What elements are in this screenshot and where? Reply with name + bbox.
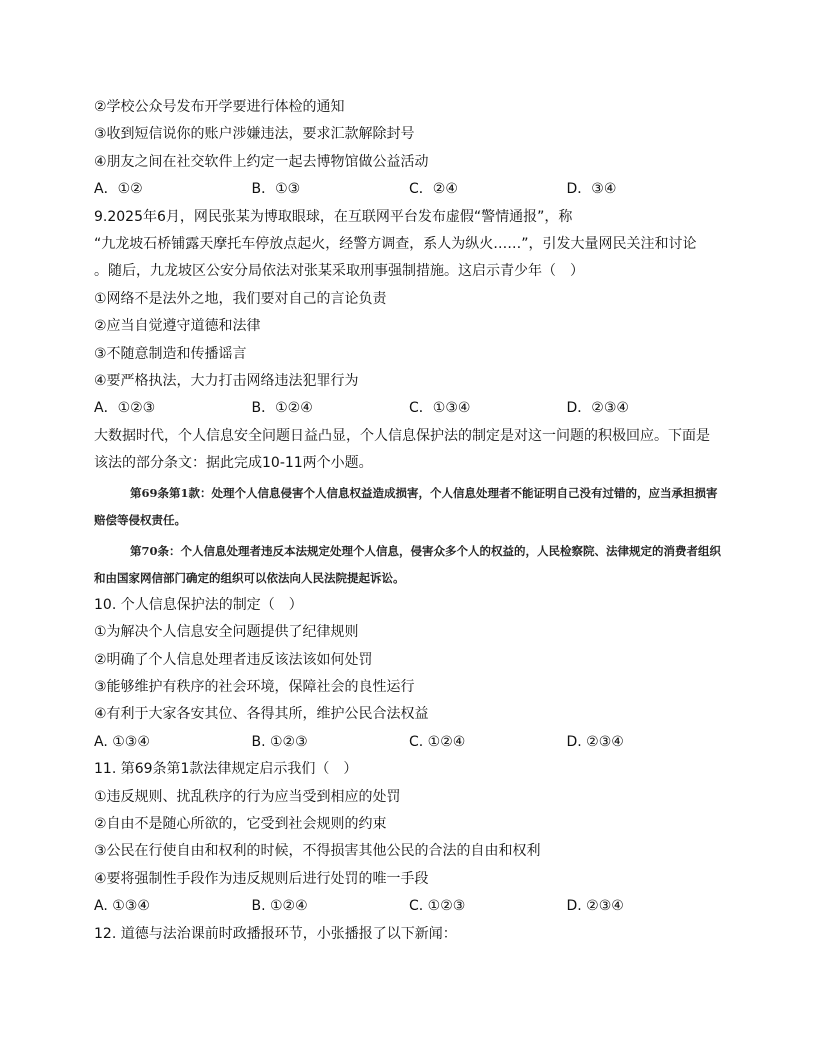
- q10-item-2: ②明确了个人信息处理者违反该法该如何处罚: [94, 651, 373, 668]
- q9-stem-line1: 9.2025年6月，网民张某为博取眼球，在互联网平台发布虚假“警情通报”，称: [94, 208, 573, 225]
- q10-option-c: C. ①②④: [409, 733, 466, 750]
- q9-item-1: ①网络不是法外之地，我们要对自己的言论负责: [94, 290, 387, 307]
- q9-item-4: ④要严格执法，大力打击网络违法犯罪行为: [94, 373, 359, 390]
- q11-item-2: ②自由不是随心所欲的，它受到社会规则的约束: [94, 815, 387, 832]
- q9-options: [94, 395, 724, 422]
- q11-stem: 11. 第69条第1款法律规定启示我们（ ）: [94, 761, 358, 778]
- q8-item-2: ②学校公众号发布开学要进行体检的通知: [94, 99, 345, 115]
- q9-stem-line2: “九龙坡石桥铺露天摩托车停放点起火，经警方调查，系人为纵火……”，引发大量网民关注和讨论: [94, 236, 697, 253]
- q9-item-3: ③不随意制造和传播谣言: [94, 345, 247, 362]
- q8-item-3: ③收到短信说你的账户涉嫌违法，要求汇款解除封号: [94, 126, 415, 143]
- q8-option-d: D．③④: [566, 181, 617, 198]
- article-70-quote: 第70条：个人信息处理者违反本法规定处理个人信息，侵害众多个人的权益的，人民检察院、法律规定的消费者组织和由国家网信部门确定的组织可以依法向人民法院提起诉讼。: [94, 543, 721, 585]
- q10-item-1: ①为解决个人信息安全问题提供了纪律规则: [94, 624, 359, 641]
- q8-option-b: B．①③: [251, 181, 301, 198]
- q9-item-2: ②应当自觉遵守道德和法律: [94, 318, 261, 335]
- q8-option-a: A．①②: [94, 181, 143, 198]
- q11-item-4: ④要将强制性手段作为违反规则后进行处罚的唯一手段: [94, 870, 429, 887]
- q11-option-d: D. ②③④: [566, 898, 624, 915]
- q10-item-3: ③能够维护有秩序的社会环境，保障社会的良性运行: [94, 678, 415, 695]
- q9-option-a: A．①②③: [94, 400, 156, 417]
- q10-stem: 10. 个人信息保护法的制定（ ）: [94, 596, 303, 613]
- q11-option-c: C. ①②③: [409, 898, 466, 915]
- q9-option-c: C．①③④: [409, 400, 471, 417]
- intro-line1: 大数据时代，个人信息安全问题日益凸显，个人信息保护法的制定是对这一问题的积极回应。下面是: [94, 427, 710, 444]
- q9-option-b: B．①②④: [251, 400, 313, 417]
- page-content: [94, 94, 724, 948]
- q9-option-d: D．②③④: [566, 400, 629, 417]
- q10-option-b: B. ①②③: [251, 733, 308, 750]
- q11-option-a: A. ①③④: [94, 898, 150, 915]
- q9-stem-line3: 。随后，九龙坡区公安分局依法对张某采取刑事强制措施。这启示青少年（ ）: [94, 263, 584, 280]
- q10-options: [94, 729, 724, 756]
- q10-option-a: A. ①③④: [94, 733, 150, 750]
- intro-line2: 该法的部分条文：据此完成10-11两个小题。: [94, 455, 373, 472]
- q12-stem: 12. 道德与法治课前时政播报环节，小张播报了以下新闻：: [94, 925, 457, 942]
- q11-option-b: B. ①②④: [251, 898, 308, 915]
- q8-options: [94, 176, 724, 203]
- q11-item-3: ③公民在行使自由和权利的时候，不得损害其他公民的合法的自由和权利: [94, 843, 541, 860]
- q8-option-c: C．②④: [409, 181, 458, 198]
- q10-item-4: ④有利于大家各安其位、各得其所，维护公民合法权益: [94, 706, 429, 723]
- q11-item-1: ①违反规则、扰乱秩序的行为应当受到相应的处罚: [94, 788, 401, 805]
- q11-options: [94, 893, 724, 920]
- q10-option-d: D. ②③④: [566, 733, 624, 750]
- q8-item-4: ④朋友之间在社交软件上约定一起去博物馆做公益活动: [94, 153, 429, 170]
- article-69-quote: 第69条第1款：处理个人信息侵害个人信息权益造成损害，个人信息处理者不能证明自己没有过错的，应当承担损害赔偿等侵权责任。: [94, 485, 718, 527]
